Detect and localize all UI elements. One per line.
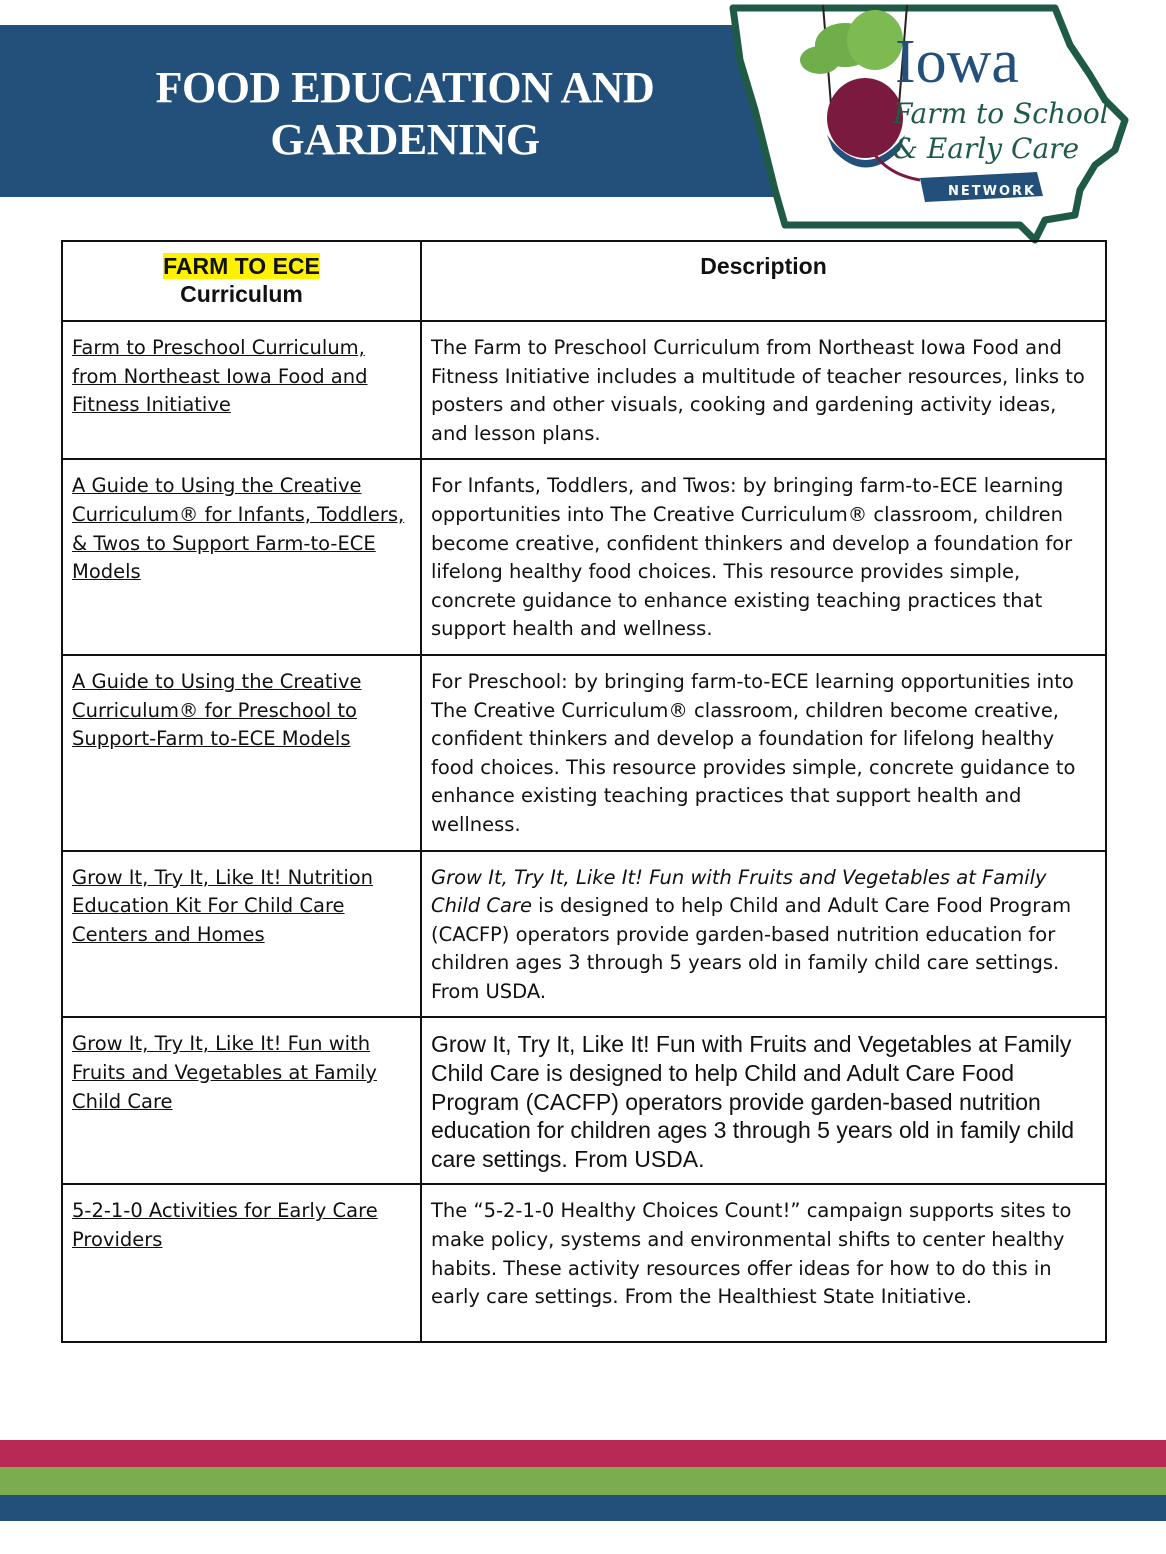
table-row	[62, 321, 1106, 459]
iowa-farm-to-school-logo	[725, 0, 1135, 245]
resource-link[interactable]: Farm to Preschool Curriculum, from Northeast Iowa Food and Fitness Initiative	[72, 336, 368, 417]
description-italic-title: Grow It, Try It, Like It! Fun with Fruits and Vegetables at Family Child Care	[431, 865, 1047, 918]
highlighted-label: FARM TO ECE	[163, 253, 320, 279]
table-row	[62, 1017, 1106, 1184]
curriculum-table	[61, 240, 1107, 1343]
description	[421, 851, 1106, 1018]
resource-link[interactable]: A Guide to Using the Creative Curriculum® for Infants, Toddlers, & Twos to Support Farm-to-ECE Models	[72, 474, 405, 584]
blue-stripe	[0, 1495, 1166, 1521]
table-row	[62, 851, 1106, 1018]
logo-iowa: Iowa	[895, 28, 1019, 96]
svg-text:NETWORK: NETWORK	[948, 184, 1037, 199]
resource-link[interactable]: Grow It, Try It, Like It! Fun with Fruits and Vegetables at Family Child Care	[72, 1032, 377, 1113]
table-row	[62, 1184, 1106, 1342]
header-sub: Curriculum	[180, 281, 303, 307]
svg-text:& Early Care: & Early Care	[893, 132, 1080, 165]
page-title: FOOD EDUCATION AND GARDENING	[155, 63, 655, 164]
description: For Preschool: by bringing farm-to-ECE learning opportunities into The Creative Curriculum® classroom, children become creative, confident thinkers and develop a foundation for lifelong healthy food choices. This resource provides simple, concrete guidance to enhance existing teaching practices that support health and wellness.	[421, 655, 1106, 851]
header-description: Description	[421, 241, 1106, 321]
description: The “5-2-1-0 Healthy Choices Count!” campaign supports sites to make policy, systems and environmental shifts to center healthy habits. These activity resources offer ideas for how to do this in early care settings. From the Healthiest State Initiative.	[421, 1184, 1106, 1342]
description-text: is designed to help Child and Adult Care Food Program (CACFP) operators provide garden-based nutrition education for children ages 3 through 5 years old in family child care settings. From USDA.	[431, 894, 1072, 1003]
header-curriculum	[62, 241, 421, 321]
resource-link[interactable]: 5-2-1-0 Activities for Early Care Providers	[72, 1199, 378, 1252]
resource-link[interactable]: Grow It, Try It, Like It! Nutrition Education Kit For Child Care Centers and Homes	[72, 865, 374, 946]
description: Grow It, Try It, Like It! Fun with Fruits and Vegetables at Family Child Care is designed to help Child and Adult Care Food Program (CACFP) operators provide garden-based nutrition education for children ages 3 through 5 years old in family child care settings. From USDA.	[421, 1017, 1106, 1184]
green-stripe	[0, 1467, 1166, 1495]
magenta-stripe	[0, 1440, 1166, 1467]
table-header-row	[62, 241, 1106, 321]
table-row	[62, 459, 1106, 655]
description: For Infants, Toddlers, and Twos: by bringing farm-to-ECE learning opportunities into The Creative Curriculum® classroom, children become creative, confident thinkers and develop a foundation for lifelong healthy food choices. This resource provides simple, concrete guidance to enhance existing teaching practices that support health and wellness.	[421, 459, 1106, 655]
description: The Farm to Preschool Curriculum from Northeast Iowa Food and Fitness Initiative includes a multitude of teacher resources, links to posters and other visuals, cooking and gardening activity ideas, and lesson plans.	[421, 321, 1106, 459]
table-row	[62, 655, 1106, 851]
resource-link[interactable]: A Guide to Using the Creative Curriculum® for Preschool to Support-Farm to-ECE Models	[72, 669, 362, 751]
svg-text:Farm to School: Farm to School	[893, 97, 1109, 130]
